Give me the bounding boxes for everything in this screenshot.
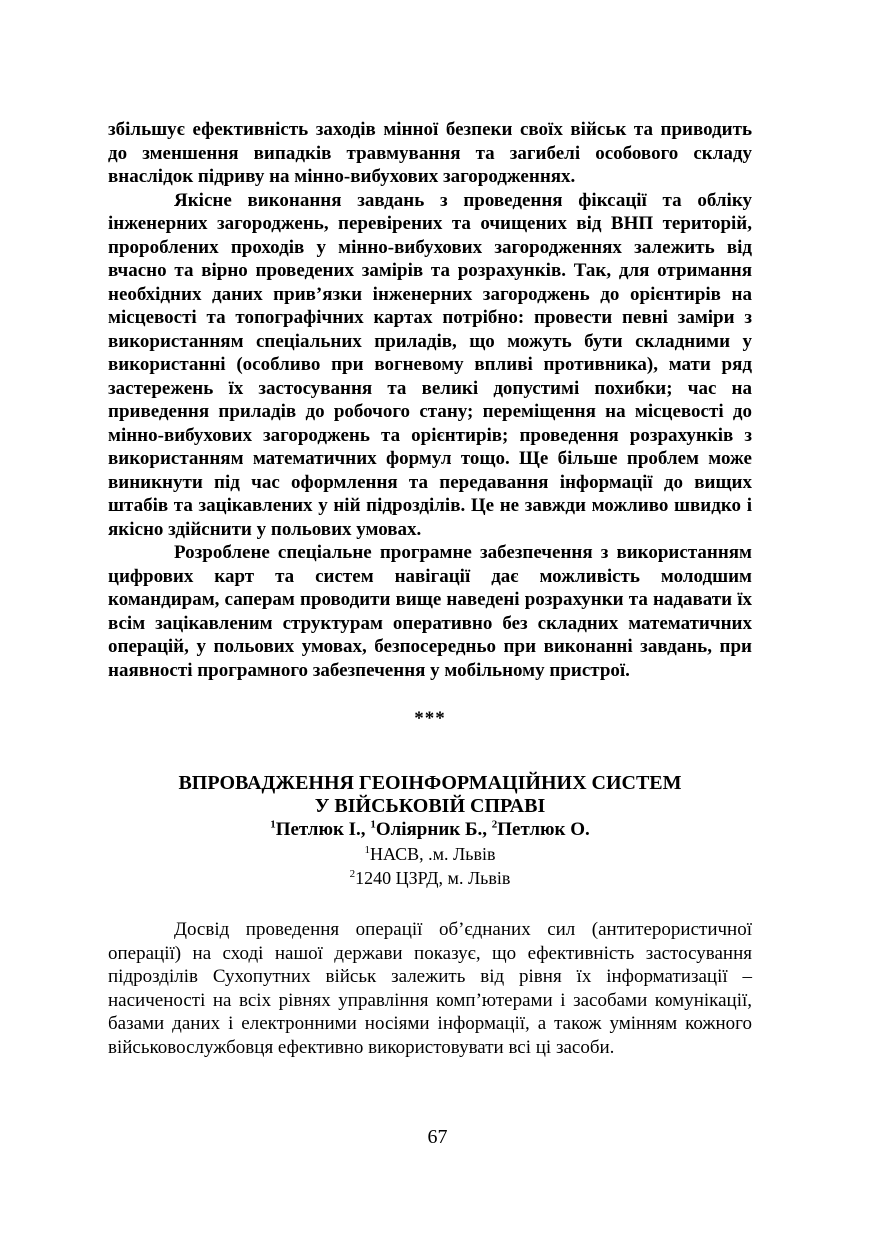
paragraph-2: Якісне виконання завдань з проведення фіксації та обліку інженерних загороджень, перевірених та очищених від ВНП територій, пророблених проходів у мінно-вибухових загородженнях залежить від вчасно та вірно проведених замірів та розрахунків. Так, для отримання необхідних даних прив’язки інженерних загороджень до орієнтирів на місцевості та топографічних картах потрібно: провести певні заміри з використанням спеціальних приладів, що можуть бути складними у використанні (особливо при вогневому впливі противника), мати ряд застережень їх застосування та великі допустимі похибки; час на приведення приладів до робочого стану; переміщення на місцевості до мінно-вибухових загороджень та орієнтирів; проведення розрахунків з використанням математичних формул тощо. Ще більше проблем може виникнути під час оформлення та передавання інформації до вищих штабів та зацікавлених у ній підрозділів. Це не завжди можливо швидко і якісно здійснити у польових умовах.: [108, 189, 752, 540]
article-title-line-1: ВПРОВАДЖЕННЯ ГЕОІНФОРМАЦІЙНИХ СИСТЕМ: [178, 772, 682, 794]
paragraph-3: Розроблене спеціальне програмне забезпечення з використанням цифрових карт та систем навігації дає можливість молодшим командирам, саперам проводити вище наведені розрахунки та надавати їх всім зацікавленим структурам оперативно без складних математичних операцій, у польових умовах, безпосередньо при виконанні завдань, при наявності програмного забезпечення у мобільному пристрої.: [108, 542, 752, 681]
author-3: Петлюк О.: [497, 819, 590, 840]
article-title-line-2: У ВІЙСЬКОВІЙ СПРАВІ: [314, 795, 546, 817]
article-title: [108, 772, 752, 818]
author-list: [108, 818, 752, 842]
author-1-affil-marker: 1: [270, 818, 276, 831]
affiliation-1: [108, 842, 752, 866]
page-content: [108, 118, 752, 1059]
affiliation-2-marker: 2: [349, 868, 356, 880]
paragraph-1: збільшує ефективність заходів мінної безпеки своїх військ та приводить до зменшення випадків травмування та загибелі особового складу внаслідок підриву на мінно-вибухових загородженнях.: [108, 119, 752, 187]
author-2: Оліярник Б.,: [375, 819, 492, 840]
spacer: [108, 890, 752, 918]
author-1: Петлюк І.,: [275, 819, 371, 840]
author-3-affil-marker: 2: [491, 818, 498, 831]
section-separator: ***: [414, 708, 446, 729]
affiliation-1-marker: 1: [364, 844, 371, 856]
author-2-affil-marker: 1: [370, 818, 376, 831]
page-number: 67: [427, 1126, 448, 1148]
affiliation-2-text: 1240 ЦЗРД, м. Львів: [355, 868, 511, 888]
affiliation-1-text: НАСВ, .м. Львів: [370, 844, 496, 864]
affiliation-2: [108, 866, 752, 890]
abstract-paragraph: Досвід проведення операції об’єднаних сил (антитерористичної операції) на сході нашої держави показує, що ефективність застосування підрозділів Сухопутних військ залежить від рівня їх інформатизації – насиченості на всіх рівнях управління комп’ютерами і засобами комунікації, базами даних і електронними носіями інформації, а також умінням кожного військовослужбовця ефективно використовувати всі ці засоби.: [108, 919, 752, 1058]
